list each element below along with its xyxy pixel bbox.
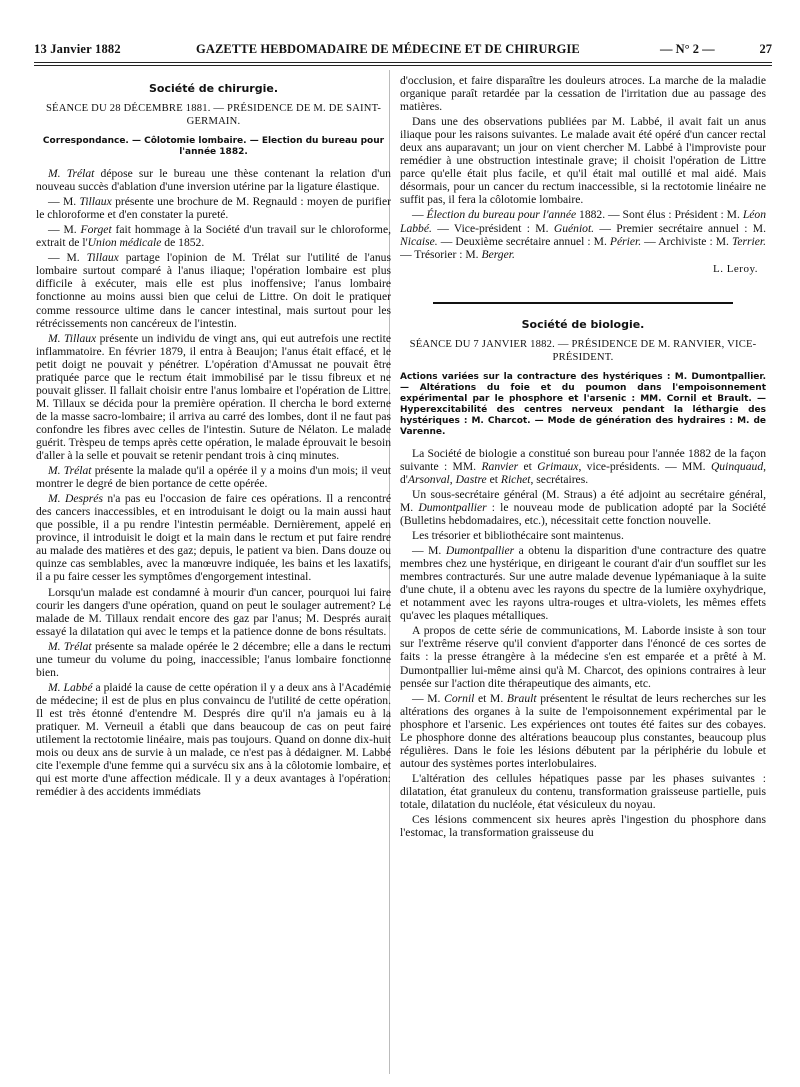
paragraph: Ces lésions commencent six heures après l'ingestion du phosphore dans l'estomac, la transformation graisseuse du xyxy=(400,813,766,840)
speaker-name: Forget xyxy=(80,223,112,237)
paragraph: — M. Tillaux présente une brochure de M. Regnauld : moyen de purifier le chloroforme et d'en constater la pureté. xyxy=(36,195,391,222)
author-signature: L. Leroy. xyxy=(712,262,758,275)
paragraph: — M. Dumontpallier a obtenu la disparition d'une contracture des quatre membres chez une hystérique, en dirigeant le courant d'air d'un soufflet sur les membres contracturés. Sur une autre malade devenue lypémaniaque à la suite d'une chute, il a obtenu avec les rayons du spectre de la lumière oxyhydrique, et notamment avec les rayons ultra-rouges et ultra-violets, les mêmes effets qu'avec les plaques métalliques. xyxy=(400,544,766,623)
journal-title: GAZETTE HEBDOMADAIRE DE MÉDECINE ET DE CHIRURGIE xyxy=(196,42,580,56)
speaker-name: M. Tillaux xyxy=(48,331,97,345)
section-divider xyxy=(433,302,733,304)
speaker-name: Tillaux xyxy=(79,195,112,209)
speaker-name: M. Trélat xyxy=(48,639,92,653)
paragraph: — M. Forget fait hommage à la Société d'un travail sur le chloroforme, extrait de l'Union médicale de 1852. xyxy=(36,223,391,250)
paragraph: L'altération des cellules hépatiques passe par les phases suivantes : dilatation, état granuleux du contenu, transformation graisseuse partielle, puis totale, dilatation du nucléole, état vésiculeux du noyau. xyxy=(400,771,766,811)
issue-number: — N° 2 — xyxy=(660,42,715,56)
session-summary: Actions variées sur la contracture des hystériques : M. Dumontpallier. — Altérations du foie et du poumon dans l'empoisonnement expérimental par le phosphore et l'arsenic : MM. Cornil et Brault. — Hyperexcitabilité des centres nerveux pendant la léthargie des hystériques : M. Charcot. — Mode de génération des hydraires : M. de Varenne. xyxy=(400,371,766,437)
election-paragraph: — Élection du bureau pour l'année 1882. — Sont élus : Président : M. Léon Labbé. — Vice-président : M. Guéniot. — Premier secrétaire annuel : M. Nicaise. — Deuxième secrétaire annuel : M. Périer. — Archiviste : M. Terrier. — Trésorier : M. Berger. xyxy=(400,208,766,261)
speaker-name: Tillaux xyxy=(86,251,119,265)
right-column xyxy=(400,74,766,1074)
left-column xyxy=(36,74,391,1074)
speaker-name: M. Trélat xyxy=(48,464,92,478)
paragraph: M. Trélat présente la malade qu'il a opérée il y a moins d'un mois; il veut montrer le degré de bien portance de cette opérée. xyxy=(36,464,391,491)
paragraph: M. Trélat dépose sur le bureau une thèse contenant la relation d'un nouveau succès d'ablation d'une inversion utérine par la ligature élastique. xyxy=(36,167,391,194)
speaker-name: Dumontpallier xyxy=(445,544,515,558)
paragraph: Dans une des observations publiées par M. Labbé, il avait fait un anus iliaque pour les raisons suivantes. Le malade avait été opéré d'un cancer rectal deux ans auparavant; un jour on vient chercher M. Labbé à l'improviste pour remédier à une obstruction intestinale grave; il choisit l'opération de Littre parce qu'elle était plus facile, et qu'il était mal outillé et mal aidé. Mais désormais, pour un cancer du rectum inaccessible, si la rectotomie linéaire ne suffit pas, il fera la côlotomie lombaire. xyxy=(400,115,766,207)
paragraph: A propos de cette série de communications, M. Laborde insiste à son tour sur l'extrême réserve qu'il convient d'apporter dans l'énoncé de ces sortes de faits : la presse étrangère à la médecine s'en est emparée et a prêté à M. Dumontpallier lui-même ainsi qu'à M. Charcot, des opinions contraires à leur pensée sur l'action dite thérapeutique des aimants, etc. xyxy=(400,624,766,690)
paragraph: M. Tillaux présente un individu de vingt ans, qui eut autrefois une rectite inflammatoire. En février 1879, il entra à Beaujon; l'anus était effacé, et le petit doigt ne pouvait y pénétrer. L'opération d'Amussat ne pouvait être pratiquée parce que le rectum était immobilisé par le tissu fibreux et ne pouvait glisser. Il fallait choisir entre l'anus lombaire et l'opération de Littre. M. Tillaux se décida pour la première opération. Il chercha le bord externe de la masse sacro-lombaire; il arriva au carré des lombes, dont il ne faut pas confondre les fibres avec celles de l'intestin. Suture de Nélaton. Le malade guérit. Trèspeu de temps après cette opération, le malade éprouvait le besoin d'aller à la selle et pouvait se retenir pendant trois à cinq minutes. xyxy=(36,331,391,463)
speaker-name: M. Labbé xyxy=(48,680,93,694)
session-summary: Correspondance. — Côlotomie lombaire. — Election du bureau pour l'année 1882. xyxy=(42,136,385,158)
paragraph: Lorsqu'un malade est condamné à mourir d'un cancer, pourquoi lui faire courir les dangers d'une opération, quand on peut le soulager autrement? Le malade de M. Tillaux rendait encore des gaz par l'anus; M. Després aurait essayé la dilatation qui avec le temps et la patience donne de bons résultats. xyxy=(36,585,391,638)
page-number: 27 xyxy=(759,42,772,56)
header-rule xyxy=(34,62,772,63)
paragraph: Un sous-secrétaire général (M. Straus) a été adjoint au secrétaire général, M. Dumontpallier : le nouveau mode de publication adopté par la Société (Bulletins hebdomadaires, etc.), nécessitait cette fonction nouvelle. xyxy=(400,487,766,527)
seance-line: SÉANCE DU 28 DÉCEMBRE 1881. — PRÉSIDENCE DE M. DE SAINT-GERMAIN. xyxy=(45,103,382,128)
paragraph: Les trésorier et bibliothécaire sont maintenus. xyxy=(412,529,624,543)
paragraph: La Société de biologie a constitué son bureau pour l'année 1882 de la façon suivante : MM. Ranvier et Grimaux, vice-présidents. — MM. Quinquaud, d'Arsonval, Dastre et Richet, secrétaires. xyxy=(400,446,766,486)
header-rule-double xyxy=(34,65,772,66)
speaker-name: M. Després xyxy=(48,492,103,506)
paragraph: M. Trélat présente sa malade opérée le 2 décembre; elle a dans le rectum une tumeur du volume du poing, inaccessible; l'anus lombaire fonctionne bien. xyxy=(36,639,391,679)
paragraph: d'occlusion, et faire disparaître les douleurs atroces. La marche de la maladie organique paraît retardée par la cessation de l'irritation due au passage des matières. xyxy=(400,74,766,114)
speaker-name: M. Trélat xyxy=(48,167,95,181)
seance-line: SÉANCE DU 7 JANVIER 1882. — PRÉSIDENCE DE M. RANVIER, VICE-PRÉSIDENT. xyxy=(409,338,757,363)
paragraph: M. Labbé a plaidé la cause de cette opération il y a deux ans à l'Académie de médecine; il est de plus en plus convaincu de l'utilité de cette opération. Il est très étonné d'entendre M. Després dire qu'il n'a jamais eu à la pratiquer. M. Verneuil a établi que dans beaucoup de cas on peut faire utilement la rectotomie linéaire, mais pas toujours. Quand on donne dix-huit mois ou deux ans de survie à un malade, ce n'est pas à dédaigner. M. Labbé cite l'exemple d'une femme qui a survécu six ans à la côlotomie lombaire, et qui est morte d'une affection médicale. Il y a deux avantages à l'opération: remédier à des accidents immédiats xyxy=(36,680,391,799)
paragraph: M. Després n'a pas eu l'occasion de faire ces opérations. Il a rencontré des cancers inaccessibles, et en introduisant le doigt ou la main aussi haut que possible, il a pu rendre l'intestin perméable. Dernièrement, appelé en province, il introduisit le doigt et la main dans le rectum et put faire rendre au malade des matières et des gaz; depuis, le patient va bien. Dans douze ou quinze cas semblables, avec la manœuvre indiquée, les bains et les laxatifs, il a pu faire cesser les symptômes d'engorgement intestinal. xyxy=(36,492,391,584)
paragraph: — M. Tillaux partage l'opinion de M. Trélat sur l'utilité de l'anus lombaire surtout comparé à l'anus iliaque; l'opération lombaire est plus difficile à exécuter, mais elle est plus inoffensive; l'anus lombaire fonctionne au moins aussi bien que celui de Littre. On doit le pratiquer comme ressource ultime dans le cancer intestinal, mais surtout pour les rétrécissements non cancéreux de l'intestin. xyxy=(36,251,391,330)
journal-name: Union médicale xyxy=(87,236,162,250)
paragraph: — M. Cornil et M. Brault présentent le résultat de leurs recherches sur les altérations des organes à la suite de l'empoisonnement expérimental par le phosphore et l'arsenic. Les expériences ont toutes été faites sur des cobayes. Le phosphore donne des altérations beaucoup plus constantes, beaucoup plus régulières. Dans le foie les lésions débutent par la périphérie du lobule et autour des systèmes portes interlobulaires. xyxy=(400,691,766,770)
running-header xyxy=(34,42,772,58)
section-title-chirurgie: Société de chirurgie. xyxy=(148,82,279,95)
section-title-biologie: Société de biologie. xyxy=(521,317,645,331)
issue-date: 13 Janvier 1882 xyxy=(34,42,121,56)
